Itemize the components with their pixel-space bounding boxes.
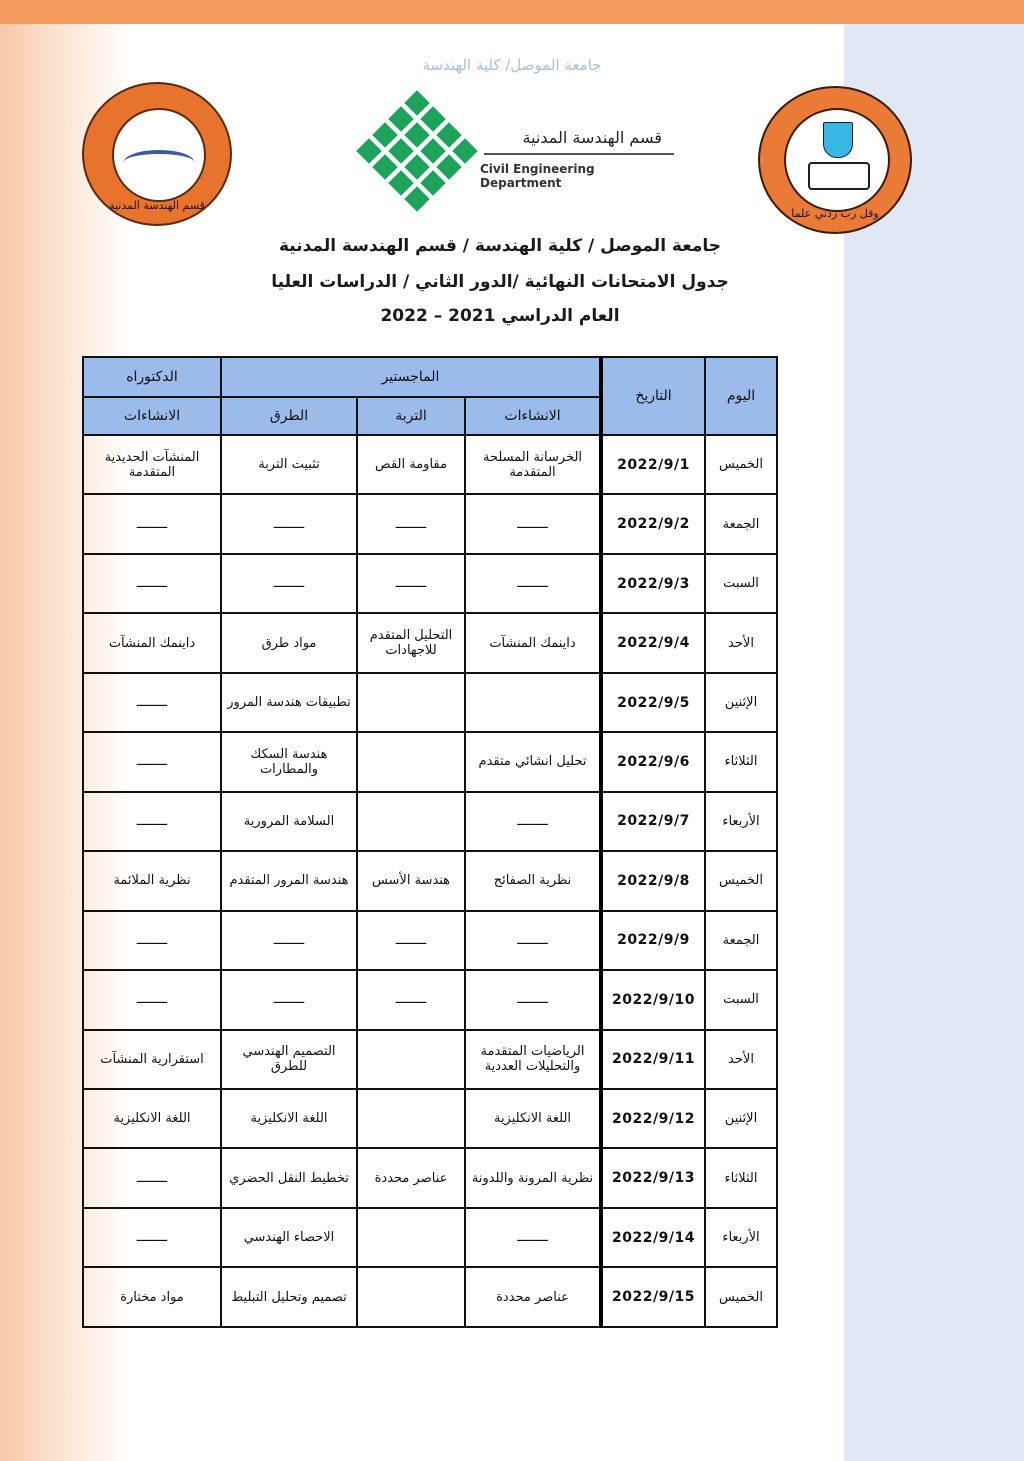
- masters-soil-cell: [357, 1208, 465, 1267]
- table-row: [83, 1267, 777, 1327]
- header-watermark: جامعة الموصل/ كلية الهندسة: [422, 56, 602, 74]
- doctorate-structures-cell: استقرارية المنشآت: [83, 1030, 221, 1089]
- masters-structures-cell: ــــــــ: [465, 554, 601, 613]
- date-cell: 2022/9/2: [601, 494, 705, 553]
- doctorate-structures-cell: ــــــــ: [83, 1208, 221, 1267]
- masters-structures-cell: تحليل انشائي متقدم: [465, 732, 601, 791]
- date-cell: 2022/9/7: [601, 792, 705, 851]
- table-row: [83, 554, 777, 613]
- masters-roads-cell: تطبيقات هندسة المرور: [221, 673, 357, 732]
- title-line-1: جامعة الموصل / كلية الهندسة / قسم الهندسة المدنية: [278, 236, 722, 256]
- table-row: [83, 613, 777, 672]
- date-cell: 2022/9/6: [601, 732, 705, 791]
- doctorate-structures-cell: اللغة الانكليزية: [83, 1089, 221, 1148]
- masters-structures-cell: اللغة الانكليزية: [465, 1089, 601, 1148]
- day-cell: السبت: [705, 970, 777, 1029]
- day-cell: الأربعاء: [705, 792, 777, 851]
- table-row: [83, 1089, 777, 1148]
- masters-structures-cell: ــــــــ: [465, 1208, 601, 1267]
- masters-soil-cell: [357, 1030, 465, 1089]
- masters-structures-cell: نظرية المرونة واللدونة: [465, 1148, 601, 1207]
- doctorate-structures-cell: ــــــــ: [83, 732, 221, 791]
- day-cell: الأحد: [705, 1030, 777, 1089]
- dept-name-arabic: قسم الهندسة المدنية: [522, 128, 662, 147]
- header-date: التاريخ: [601, 357, 705, 435]
- masters-soil-cell: ــــــــ: [357, 494, 465, 553]
- masters-roads-cell: تخطيط النقل الحضري: [221, 1148, 357, 1207]
- day-cell: الثلاثاء: [705, 732, 777, 791]
- table-row: [83, 732, 777, 791]
- doctorate-structures-cell: مواد مختارة: [83, 1267, 221, 1327]
- table-row: [83, 792, 777, 851]
- dept-name-english: Civil Engineering Department: [480, 162, 595, 190]
- masters-structures-cell: نظرية الصفائح: [465, 851, 601, 910]
- day-cell: الخميس: [705, 851, 777, 910]
- top-accent-bar: [0, 0, 1024, 24]
- masters-roads-cell: هندسة المرور المتقدم: [221, 851, 357, 910]
- day-cell: الجمعة: [705, 911, 777, 970]
- logo-ring-text: قسم الهندسة المدنية: [109, 199, 205, 212]
- masters-soil-cell: [357, 1267, 465, 1327]
- day-cell: الأربعاء: [705, 1208, 777, 1267]
- masters-soil-cell: عناصر محددة: [357, 1148, 465, 1207]
- masters-structures-cell: ــــــــ: [465, 494, 601, 553]
- masters-roads-cell: تصميم وتحليل التبليط: [221, 1267, 357, 1327]
- shield-icon: [823, 122, 853, 158]
- masters-soil-cell: ــــــــ: [357, 970, 465, 1029]
- doctorate-structures-cell: ــــــــ: [83, 1148, 221, 1207]
- table-row: [83, 1148, 777, 1207]
- right-blue-margin: [844, 24, 1024, 1461]
- date-cell: 2022/9/10: [601, 970, 705, 1029]
- masters-structures-cell: الخرسانة المسلحة المتقدمة: [465, 435, 601, 494]
- day-cell: الجمعة: [705, 494, 777, 553]
- table-row: [83, 970, 777, 1029]
- header-doctorate: الدكتوراه: [83, 357, 221, 397]
- open-book-icon: [808, 162, 870, 190]
- masters-structures-cell: [465, 673, 601, 732]
- engineering-college-logo: [82, 82, 232, 226]
- header-masters-roads: الطرق: [221, 397, 357, 435]
- masters-structures-cell: الرياضيات المتقدمة والتحليلات العددية: [465, 1030, 601, 1089]
- date-cell: 2022/9/14: [601, 1208, 705, 1267]
- header-masters: الماجستير: [221, 357, 601, 397]
- day-cell: الخميس: [705, 435, 777, 494]
- date-cell: 2022/9/15: [601, 1267, 705, 1327]
- masters-roads-cell: ــــــــ: [221, 970, 357, 1029]
- table-row: [83, 911, 777, 970]
- masters-soil-cell: هندسة الأسس: [357, 851, 465, 910]
- masters-roads-cell: الاحصاء الهندسي: [221, 1208, 357, 1267]
- title-line-2: جدول الامتحانات النهائية /الدور الثاني / الدراسات العليا: [271, 272, 729, 292]
- university-mosul-logo: [758, 86, 912, 234]
- day-cell: الإثنين: [705, 673, 777, 732]
- masters-structures-cell: ــــــــ: [465, 911, 601, 970]
- header-day: اليوم: [705, 357, 777, 435]
- date-cell: 2022/9/4: [601, 613, 705, 672]
- doctorate-structures-cell: ــــــــ: [83, 554, 221, 613]
- masters-roads-cell: تثبيت التربة: [221, 435, 357, 494]
- masters-soil-cell: التحليل المتقدم للاجهادات: [357, 613, 465, 672]
- logo-inner-disc: [784, 108, 890, 212]
- masters-soil-cell: ــــــــ: [357, 911, 465, 970]
- doctorate-structures-cell: ــــــــ: [83, 911, 221, 970]
- header-masters-structures: الانشاءات: [465, 397, 601, 435]
- masters-structures-cell: عناصر محددة: [465, 1267, 601, 1327]
- title-line-3: العام الدراسي 2021 – 2022: [380, 306, 620, 326]
- doctorate-structures-cell: داينمك المنشآت: [83, 613, 221, 672]
- masters-roads-cell: هندسة السكك والمطارات: [221, 732, 357, 791]
- masters-structures-cell: ــــــــ: [465, 970, 601, 1029]
- day-cell: الثلاثاء: [705, 1148, 777, 1207]
- day-cell: السبت: [705, 554, 777, 613]
- date-cell: 2022/9/11: [601, 1030, 705, 1089]
- header-doctorate-structures: الانشاءات: [83, 397, 221, 435]
- day-cell: الإثنين: [705, 1089, 777, 1148]
- table-row: [83, 1030, 777, 1089]
- table-row: [83, 435, 777, 494]
- logo-ring-text: وقل رب زدني علما: [791, 207, 879, 220]
- table-row: [83, 1208, 777, 1267]
- table-row: [83, 673, 777, 732]
- date-cell: 2022/9/1: [601, 435, 705, 494]
- doctorate-structures-cell: ــــــــ: [83, 792, 221, 851]
- date-cell: 2022/9/5: [601, 673, 705, 732]
- masters-soil-cell: ــــــــ: [357, 554, 465, 613]
- masters-soil-cell: [357, 673, 465, 732]
- masters-roads-cell: مواد طرق: [221, 613, 357, 672]
- date-cell: 2022/9/8: [601, 851, 705, 910]
- table-row: [83, 851, 777, 910]
- masters-roads-cell: اللغة الانكليزية: [221, 1089, 357, 1148]
- table-row: [83, 494, 777, 553]
- masters-roads-cell: السلامة المرورية: [221, 792, 357, 851]
- masters-soil-cell: مقاومة القص: [357, 435, 465, 494]
- doctorate-structures-cell: ــــــــ: [83, 673, 221, 732]
- dept-name-divider: [484, 153, 674, 155]
- doctorate-structures-cell: المنشآت الحديدية المتقدمة: [83, 435, 221, 494]
- doctorate-structures-cell: ــــــــ: [83, 494, 221, 553]
- date-cell: 2022/9/3: [601, 554, 705, 613]
- bridge-icon: [124, 150, 194, 174]
- exam-schedule-table: [82, 356, 778, 1328]
- date-cell: 2022/9/9: [601, 911, 705, 970]
- masters-roads-cell: التصميم الهندسي للطرق: [221, 1030, 357, 1089]
- doctorate-structures-cell: ــــــــ: [83, 970, 221, 1029]
- date-cell: 2022/9/12: [601, 1089, 705, 1148]
- masters-soil-cell: [357, 1089, 465, 1148]
- masters-structures-cell: ــــــــ: [465, 792, 601, 851]
- masters-soil-cell: [357, 792, 465, 851]
- masters-roads-cell: ــــــــ: [221, 494, 357, 553]
- day-cell: الأحد: [705, 613, 777, 672]
- day-cell: الخميس: [705, 1267, 777, 1327]
- logo-inner-disc: [112, 108, 206, 202]
- masters-soil-cell: [357, 732, 465, 791]
- date-cell: 2022/9/13: [601, 1148, 705, 1207]
- civil-dept-logo: [352, 92, 482, 220]
- header-masters-soil: التربة: [357, 397, 465, 435]
- masters-roads-cell: ــــــــ: [221, 554, 357, 613]
- masters-roads-cell: ــــــــ: [221, 911, 357, 970]
- masters-structures-cell: داينمك المنشآت: [465, 613, 601, 672]
- doctorate-structures-cell: نظرية الملائمة: [83, 851, 221, 910]
